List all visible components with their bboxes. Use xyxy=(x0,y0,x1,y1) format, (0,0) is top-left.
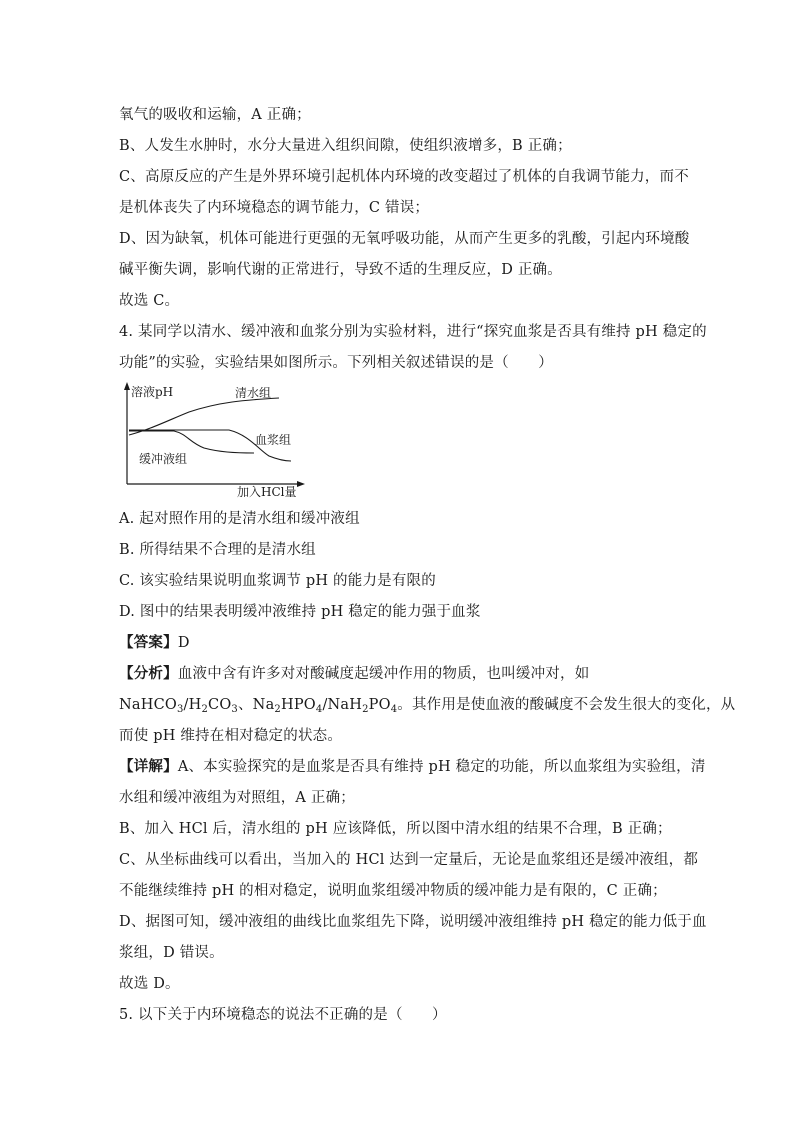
formula-sub: 2 xyxy=(201,704,209,715)
formula-part: /NaH xyxy=(322,697,363,713)
formula-sub: 2 xyxy=(274,704,281,715)
question-5-stem: 5. 以下关于内环境稳态的说法不正确的是（ ） xyxy=(119,1007,447,1023)
formula-sub: 2 xyxy=(362,704,369,715)
detail-line-7: 浆组，D 错误。 xyxy=(119,945,224,961)
text-line: 是机体丧失了内环境稳态的调节能力，C 错误； xyxy=(119,200,430,216)
formula-sub: 4 xyxy=(315,704,323,715)
y-axis-arrow xyxy=(124,382,130,390)
chemical-formula xyxy=(119,697,397,713)
formula-part: HPO xyxy=(280,697,316,713)
formula-part: CO xyxy=(208,697,232,713)
answer-line xyxy=(119,634,190,652)
series-line-buffer xyxy=(129,431,254,453)
analysis-line-2 xyxy=(119,696,735,714)
detail-line-4: C、从坐标曲线可以看出，当加入的 HCl 达到一定量后，无论是血浆组还是缓冲液组，都 xyxy=(119,852,699,868)
text-line: C、高原反应的产生是外界环境引起机体内环境的改变超过了机体的自我调节能力，而不 xyxy=(119,169,689,185)
ph-chart-svg xyxy=(119,380,309,498)
analysis-text: 。其作用是使血液的酸碱度不会发生很大的变化，从 xyxy=(397,697,736,713)
answer-value: D xyxy=(177,635,190,651)
question-4-stem: 4. 某同学以清水、缓冲液和血浆分别为实验材料，进行“探究血浆是否具有维持 pH 稳定的 xyxy=(119,324,707,340)
y-axis-label: 溶液pH xyxy=(131,385,174,399)
analysis-text: 血液中含有许多对对酸碱度起缓冲作用的物质，也叫缓冲对，如 xyxy=(177,666,590,682)
text-line: 氧气的吸收和运输，A 正确； xyxy=(119,107,311,123)
answer-label: 【答案】 xyxy=(119,634,178,651)
formula-sub: 3 xyxy=(231,704,238,715)
option-a: A. 起对照作用的是清水组和缓冲液组 xyxy=(119,511,360,527)
detail-line-5: 不能继续维持 pH 的相对稳定，说明血浆组缓冲物质的缓冲能力是有限的，C 正确； xyxy=(119,883,667,899)
formula-part: /H xyxy=(183,697,202,713)
x-axis-label: 加入HCl量 xyxy=(237,485,297,498)
detail-line-3: B、加入 HCl 后，清水组的 pH 应该降低，所以图中清水组的结果不合理，B 正确； xyxy=(119,821,672,837)
detail-line-6: D、据图可知，缓冲液组的曲线比血浆组先下降，说明缓冲液组维持 pH 稳定的能力低于血 xyxy=(119,914,707,930)
analysis-line-1 xyxy=(119,665,589,683)
ph-curve-figure xyxy=(119,380,309,498)
text-line: B、人发生水肿时，水分大量进入组织间隙，使组织液增多，B 正确； xyxy=(119,138,572,154)
analysis-label: 【分析】 xyxy=(119,665,178,682)
option-d: D. 图中的结果表明缓冲液维持 pH 稳定的能力强于血浆 xyxy=(119,604,481,620)
formula-part: PO xyxy=(368,697,391,713)
detail-line-1 xyxy=(119,758,706,776)
formula-part: NaHCO xyxy=(119,697,177,713)
conclusion-line: 故选 D。 xyxy=(119,976,180,992)
formula-sub: 4 xyxy=(390,704,398,715)
series-label-buffer: 缓冲液组 xyxy=(139,452,188,466)
detail-label: 【详解】 xyxy=(119,758,178,775)
text-line: 碱平衡失调，影响代谢的正常进行，导致不适的生理反应，D 正确。 xyxy=(119,262,562,278)
text-line: 故选 C。 xyxy=(119,293,180,309)
analysis-line-3: 而使 pH 维持在相对稳定的状态。 xyxy=(119,728,343,744)
option-c: C. 该实验结果说明血浆调节 pH 的能力是有限的 xyxy=(119,573,436,589)
formula-part: 、Na xyxy=(237,697,275,713)
series-label-plasma: 血浆组 xyxy=(255,433,292,447)
detail-line-2: 水组和缓冲液组为对照组，A 正确； xyxy=(119,790,355,806)
detail-text: A、本实验探究的是血浆是否具有维持 pH 稳定的功能，所以血浆组为实验组，清 xyxy=(177,759,706,775)
series-label-water: 清水组 xyxy=(235,386,272,400)
question-4-stem-cont: 功能”的实验，实验结果如图所示。下列相关叙述错误的是（ ） xyxy=(119,355,553,371)
x-axis-arrow xyxy=(297,481,305,487)
formula-sub: 3 xyxy=(176,704,184,715)
option-b: B. 所得结果不合理的是清水组 xyxy=(119,542,316,558)
text-line: D、因为缺氧，机体可能进行更强的无氧呼吸功能，从而产生更多的乳酸，引起内环境酸 xyxy=(119,231,690,247)
